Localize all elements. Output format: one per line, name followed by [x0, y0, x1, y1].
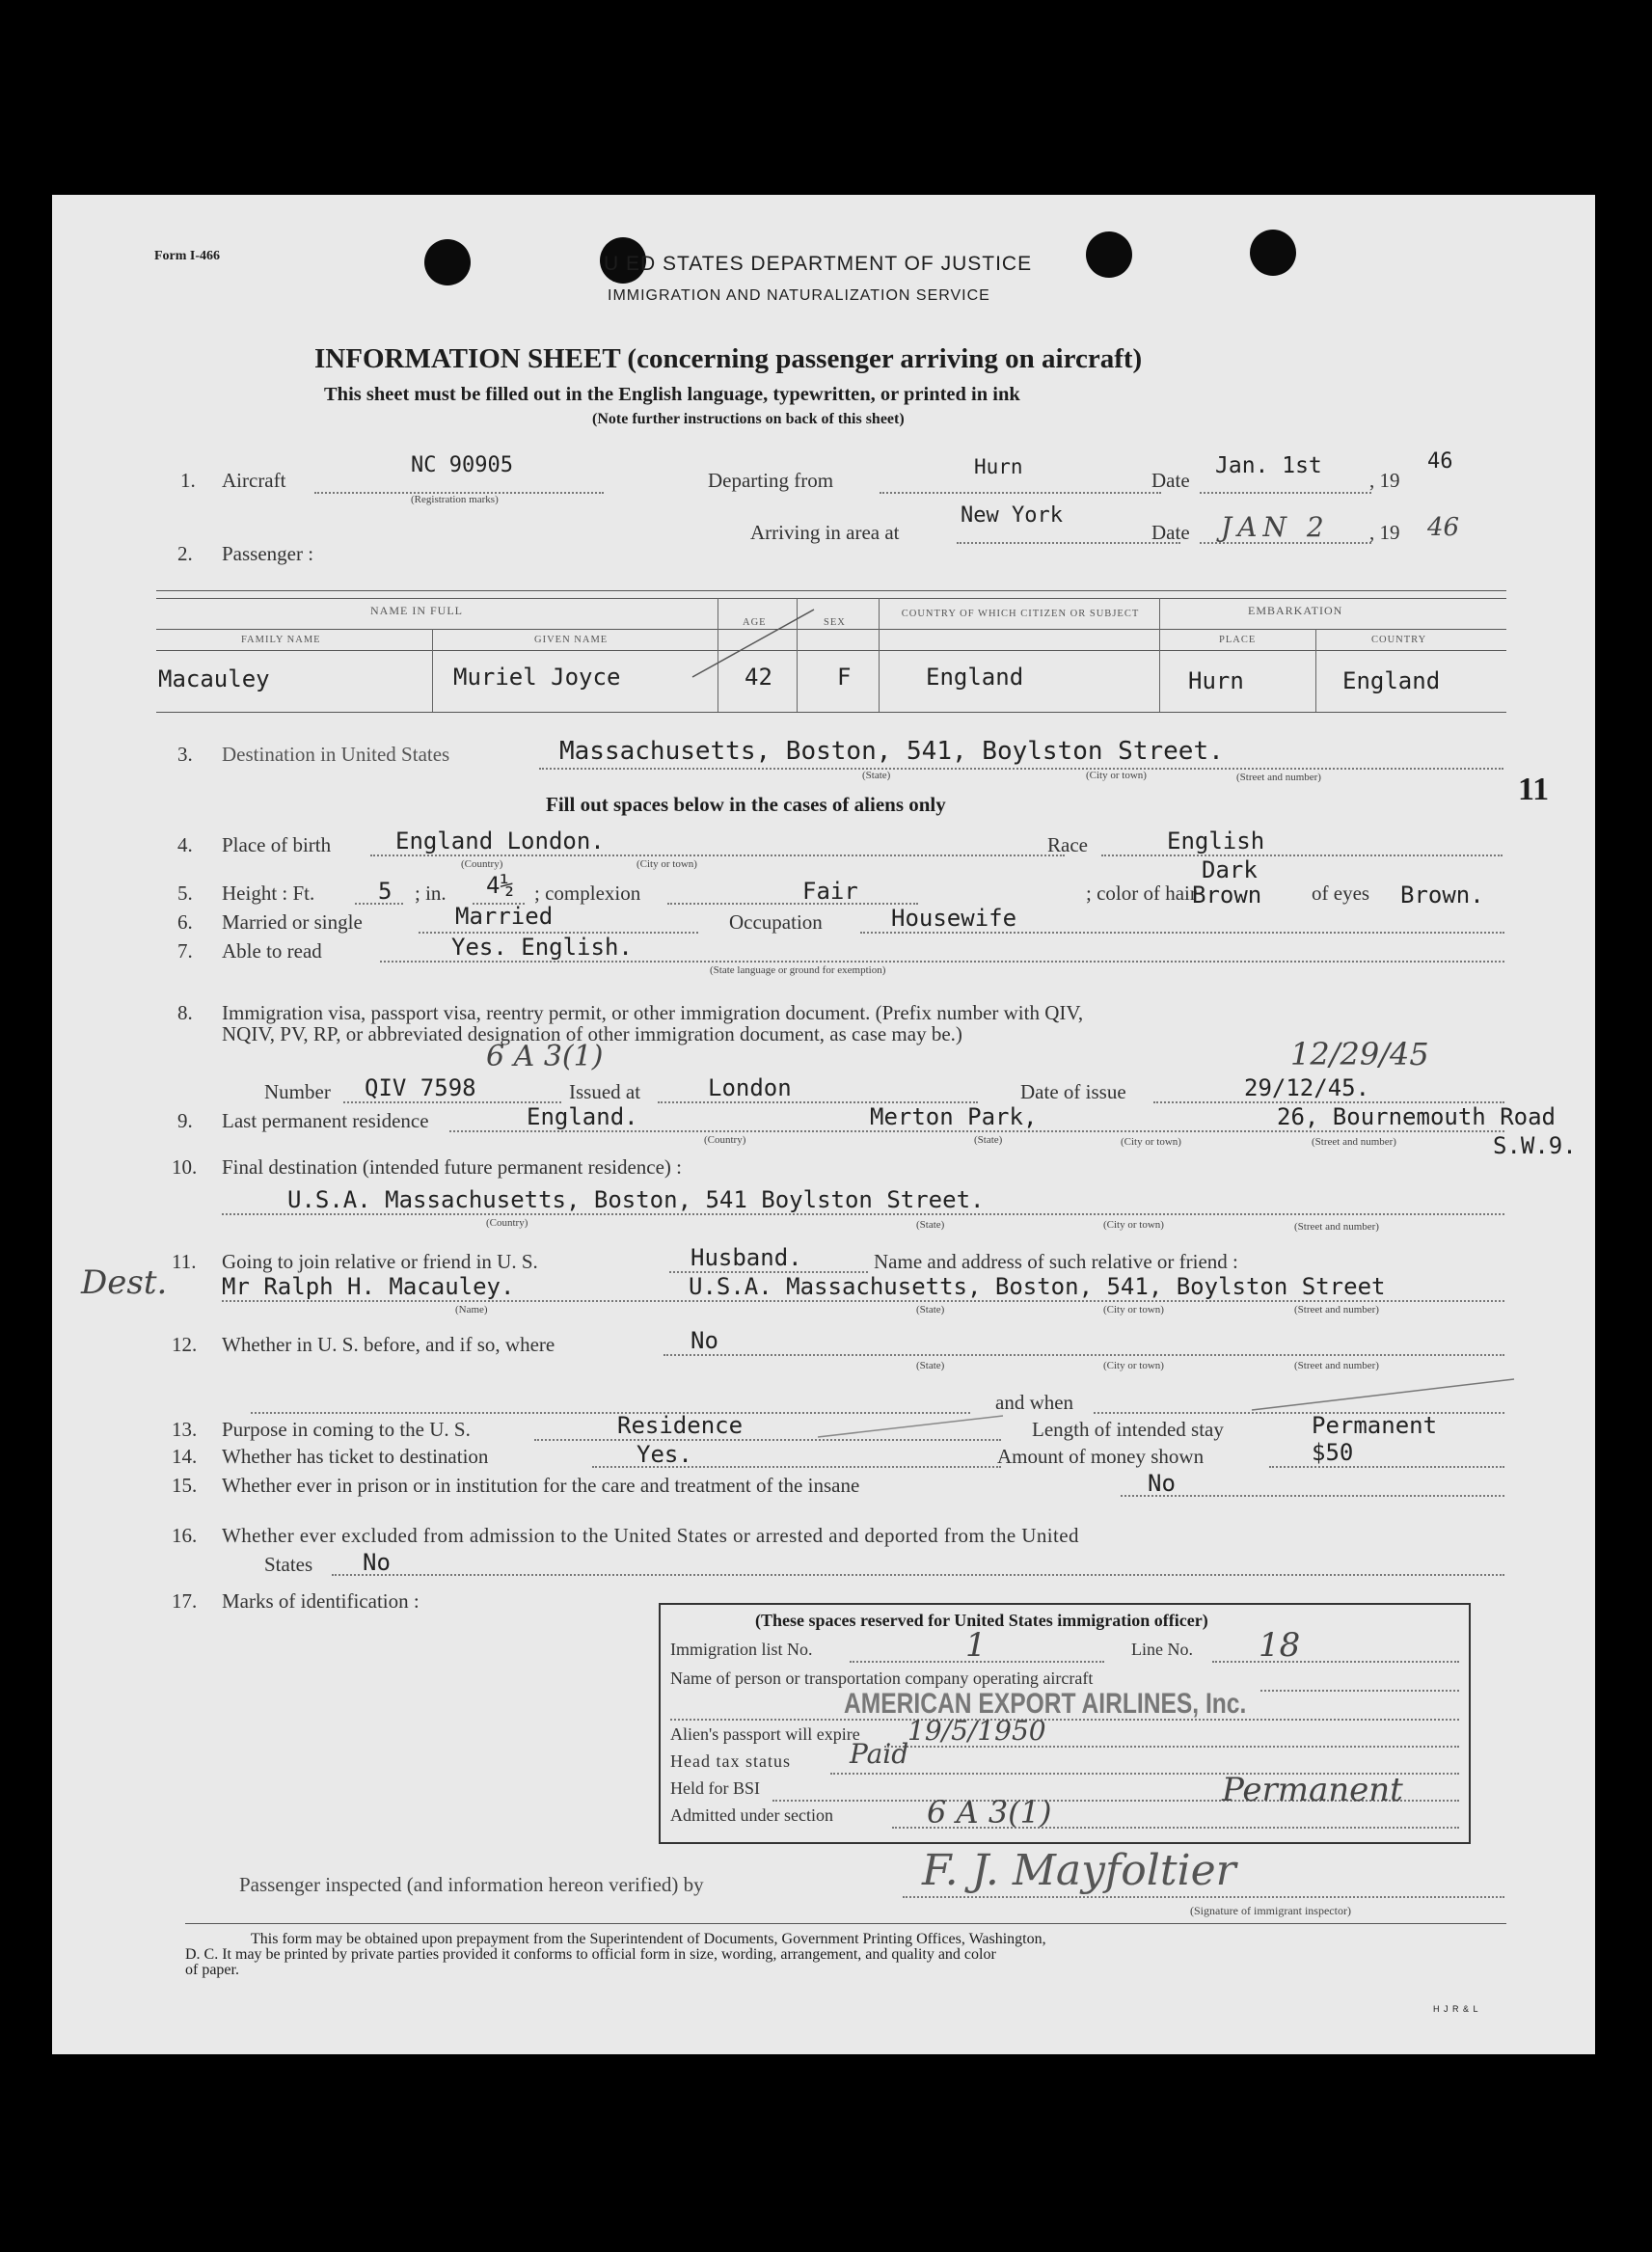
page-number: 11 — [1518, 772, 1550, 807]
item-number: 1. — [180, 469, 196, 492]
money-label: Amount of money shown — [997, 1445, 1205, 1468]
street-caption: (Street and number) — [1294, 1221, 1379, 1233]
occupation-label: Occupation — [729, 910, 823, 934]
item-number: 11. — [172, 1250, 197, 1273]
residence-state: Merton Park, — [870, 1103, 1038, 1130]
embarkation-header: EMBARKATION — [1248, 604, 1343, 617]
visa-number: QIV 7598 — [365, 1074, 476, 1101]
excluded-label-line2: States — [264, 1553, 313, 1576]
admitted-note: Permanent — [1222, 1771, 1403, 1809]
punch-hole — [424, 239, 471, 285]
embarkation-place-value: Hurn — [1188, 667, 1244, 694]
item-number: 8. — [177, 1001, 193, 1024]
departing-label: Departing from — [708, 469, 834, 492]
tax-label: Head tax status — [670, 1751, 791, 1771]
bsi-label: Held for BSI — [670, 1778, 760, 1798]
purpose-label: Purpose in coming to the U. S. — [222, 1418, 471, 1441]
height-label: Height : Ft. — [222, 882, 315, 905]
aircraft-label: Aircraft — [222, 469, 286, 492]
passport-label: Alien's passport will expire — [670, 1724, 860, 1744]
read-label: Able to read — [222, 939, 322, 963]
language-caption: (State language or ground for exemption) — [710, 964, 886, 976]
family-name-header: FAMILY NAME — [241, 635, 321, 645]
date-label: Date — [1151, 469, 1190, 492]
state-caption: (State) — [974, 1134, 1003, 1146]
arrival-date-label: Date — [1151, 521, 1190, 544]
height-inches: 4½ — [486, 872, 514, 899]
complexion-label: ; complexion — [534, 882, 641, 905]
item-number: 3. — [177, 743, 193, 766]
embarkation-place-header: PLACE — [1219, 635, 1257, 645]
prison-value: No — [1148, 1470, 1176, 1497]
excluded-label-line1: Whether ever excluded from admission to the United States or arrested and deported from the United — [222, 1524, 1079, 1547]
relative-address: U.S.A. Massachusetts, Boston, 541, Boylston Street — [689, 1273, 1386, 1300]
registration-caption: (Registration marks) — [411, 494, 499, 505]
family-name-value: Macauley — [158, 665, 270, 692]
hair-color-value: Brown — [1192, 882, 1262, 909]
sex-header: SEX — [824, 617, 846, 628]
residence-country: England. — [527, 1103, 638, 1130]
when-label: and when — [995, 1391, 1074, 1414]
marks-label: Marks of identification : — [222, 1589, 420, 1613]
issued-value: London — [708, 1074, 792, 1101]
item-number: 13. — [172, 1418, 198, 1441]
before-label: Whether in U. S. before, and if so, where — [222, 1333, 555, 1356]
item-number: 10. — [172, 1155, 198, 1179]
birth-value: England London. — [395, 828, 605, 855]
eyes-label: of eyes — [1312, 882, 1370, 905]
citizen-value: England — [926, 664, 1024, 691]
relative-label: Going to join relative or friend in U. S. — [222, 1250, 538, 1273]
year-prefix: , 19 — [1369, 521, 1400, 544]
inspection-label: Passenger inspected (and information hereon verified) by — [239, 1873, 704, 1896]
purpose-strike-mark — [814, 1412, 1007, 1441]
service-title: IMMIGRATION AND NATURALIZATION SERVICE — [608, 287, 990, 304]
occupation-value: Housewife — [891, 905, 1017, 932]
height-feet: 5 — [378, 878, 393, 905]
signature-caption: (Signature of immigrant inspector) — [1190, 1904, 1351, 1917]
street-caption: (Street and number) — [1236, 772, 1321, 783]
street-caption: (Street and number) — [1294, 1360, 1379, 1371]
arriving-label: Arriving in area at — [750, 521, 900, 544]
stay-value: Permanent — [1312, 1412, 1438, 1439]
line-label: Line No. — [1131, 1640, 1193, 1659]
city-caption: (City or town) — [1103, 1360, 1164, 1371]
item-number: 15. — [172, 1474, 198, 1497]
punch-hole — [1086, 231, 1132, 278]
street-caption: (Street and number) — [1294, 1304, 1379, 1316]
item-number: 5. — [177, 882, 193, 905]
item-number: 12. — [172, 1333, 198, 1356]
operator-label: Name of person or transportation company operating aircraft — [670, 1669, 1094, 1688]
margin-note-handwritten: Dest. — [81, 1263, 168, 1302]
purpose-value: Residence — [617, 1412, 744, 1439]
stay-label: Length of intended stay — [1032, 1418, 1224, 1441]
item-number: 14. — [172, 1445, 198, 1468]
issue-date-value: 29/12/45. — [1244, 1074, 1370, 1101]
inspector-signature: F. J. Mayfoltier — [922, 1846, 1236, 1895]
ticket-value: Yes. — [636, 1441, 692, 1468]
inches-label: ; in. — [415, 882, 447, 905]
relative-name: Mr Ralph H. Macauley. — [222, 1273, 515, 1300]
city-caption: (City or town) — [1103, 1219, 1164, 1231]
city-caption: (City or town) — [636, 858, 697, 870]
item-number: 2. — [177, 542, 193, 565]
state-caption: (State) — [916, 1360, 945, 1371]
passport-expiry: 19/5/1950 — [907, 1715, 1046, 1747]
sheet-title: INFORMATION SHEET (concerning passenger arriving on aircraft) — [314, 343, 1143, 374]
visa-section-handwritten: 6 A 3(1) — [486, 1040, 604, 1073]
item-number: 7. — [177, 939, 193, 963]
officer-box-title: (These spaces reserved for United States immigration officer) — [755, 1611, 1208, 1630]
issued-label: Issued at — [569, 1080, 641, 1103]
year-prefix: , 19 — [1369, 469, 1400, 492]
department-title: U ED STATES DEPARTMENT OF JUSTICE — [604, 253, 1033, 275]
married-label: Married or single — [222, 910, 363, 934]
hair-label: ; color of hair — [1086, 882, 1197, 905]
excluded-value: No — [363, 1549, 391, 1576]
arriving-value: New York — [961, 503, 1063, 528]
birth-label: Place of birth — [222, 833, 332, 856]
arrival-year: 46 — [1427, 513, 1460, 542]
aliens-note: Fill out spaces below in the cases of aliens only — [546, 793, 946, 816]
race-value: English — [1167, 828, 1265, 855]
city-caption: (City or town) — [1103, 1304, 1164, 1316]
departing-value: Hurn — [974, 455, 1023, 478]
final-destination-label: Final destination (intended future permanent residence) : — [222, 1155, 683, 1179]
departure-date: Jan. 1st — [1215, 453, 1322, 478]
item-number: 9. — [177, 1109, 193, 1132]
form-sheet — [52, 195, 1595, 2054]
complexion-value: Fair — [802, 878, 858, 905]
eyes-value: Brown. — [1400, 882, 1484, 909]
country-caption: (Country) — [704, 1134, 746, 1146]
ticket-label: Whether has ticket to destination — [222, 1445, 489, 1468]
footer-line-3: of paper. — [185, 1962, 239, 1978]
admitted-section: 6 A 3(1) — [927, 1794, 1052, 1831]
arrival-date-stamp: JAN 2 — [1221, 511, 1330, 543]
item-number: 16. — [172, 1524, 198, 1547]
list-label: Immigration list No. — [670, 1640, 813, 1659]
sheet-subtitle: This sheet must be filled out in the English language, typewritten, or printed in ink — [324, 384, 1020, 405]
issue-date-label: Date of issue — [1020, 1080, 1126, 1103]
read-value: Yes. English. — [451, 934, 633, 961]
aircraft-value: NC 90905 — [411, 453, 513, 477]
citizen-country-header: COUNTRY OF WHICH CITIZEN OR SUBJECT — [901, 609, 1140, 619]
footer-line-1: This form may be obtained upon prepayment from the Superintendent of Documents, Government Printing Offices, Washington, — [251, 1931, 1046, 1947]
footer-line-2: D. C. It may be printed by private parties provided it conforms to official form in size, wording, arrangement, and quality and color — [185, 1946, 996, 1963]
given-name-value: Muriel Joyce — [453, 664, 621, 691]
item-number: 6. — [177, 910, 193, 934]
state-caption: (State) — [916, 1304, 945, 1316]
item-number: 17. — [172, 1589, 198, 1613]
sex-value: F — [837, 664, 852, 691]
name-caption: (Name) — [455, 1304, 488, 1316]
state-caption: (State) — [862, 770, 891, 781]
race-label: Race — [1047, 833, 1088, 856]
sheet-note: (Note further instructions on back of this sheet) — [592, 411, 905, 427]
given-name-header: GIVEN NAME — [534, 635, 609, 645]
visa-label-line2: NQIV, PV, RP, or abbreviated designation of other immigration document, as case may be.) — [222, 1022, 962, 1045]
passenger-label: Passenger : — [222, 542, 314, 565]
money-value: $50 — [1312, 1439, 1354, 1466]
country-caption: (Country) — [486, 1217, 528, 1229]
relative-relation: Husband. — [691, 1244, 802, 1271]
residence-label: Last permanent residence — [222, 1109, 429, 1132]
number-label: Number — [264, 1080, 331, 1103]
item-number: 4. — [177, 833, 193, 856]
relative-address-label: Name and address of such relative or friend : — [874, 1250, 1238, 1273]
when-strike-mark — [1248, 1375, 1518, 1414]
age-header: AGE — [743, 617, 767, 628]
embarkation-country-value: England — [1342, 667, 1441, 694]
hair-color-top: Dark — [1202, 856, 1258, 883]
state-caption: (State) — [916, 1219, 945, 1231]
line-value: 18 — [1259, 1626, 1301, 1665]
name-in-full-header: NAME IN FULL — [370, 604, 463, 617]
destination-value: Massachusetts, Boston, 541, Boylston Street. — [559, 737, 1224, 766]
country-caption: (Country) — [461, 858, 503, 870]
punch-hole — [1250, 230, 1296, 276]
before-value: No — [691, 1327, 718, 1354]
residence-street: 26, Bournemouth Road — [1277, 1103, 1556, 1130]
city-caption: (City or town) — [1086, 770, 1147, 781]
married-value: Married — [455, 903, 554, 930]
departure-year: 46 — [1427, 449, 1453, 474]
airline-stamp: AMERICAN EXPORT AIRLINES, Inc. — [844, 1688, 1247, 1720]
embarkation-country-header: COUNTRY — [1371, 635, 1427, 645]
printer-mark: H J R & L — [1433, 2004, 1479, 2014]
final-destination-value: U.S.A. Massachusetts, Boston, 541 Boylston Street. — [287, 1186, 985, 1213]
age-value: 42 — [745, 664, 772, 691]
officer-reserved-box — [659, 1603, 1471, 1844]
destination-label: Destination in United States — [222, 743, 450, 766]
form-number: Form I-466 — [154, 249, 221, 263]
street-caption: (Street and number) — [1312, 1136, 1396, 1148]
list-value: 1 — [965, 1626, 987, 1665]
visa-date-handwritten: 12/29/45 — [1290, 1036, 1429, 1072]
tax-status: Paid — [850, 1738, 909, 1770]
admitted-label: Admitted under section — [670, 1805, 833, 1825]
residence-street-2: S.W.9. — [1493, 1132, 1577, 1159]
city-caption: (City or town) — [1121, 1136, 1181, 1148]
visa-label-line1: Immigration visa, passport visa, reentry permit, or other immigration document. (Prefix number with QIV, — [222, 1001, 1084, 1024]
prison-label: Whether ever in prison or in institution for the care and treatment of the insane — [222, 1474, 860, 1497]
